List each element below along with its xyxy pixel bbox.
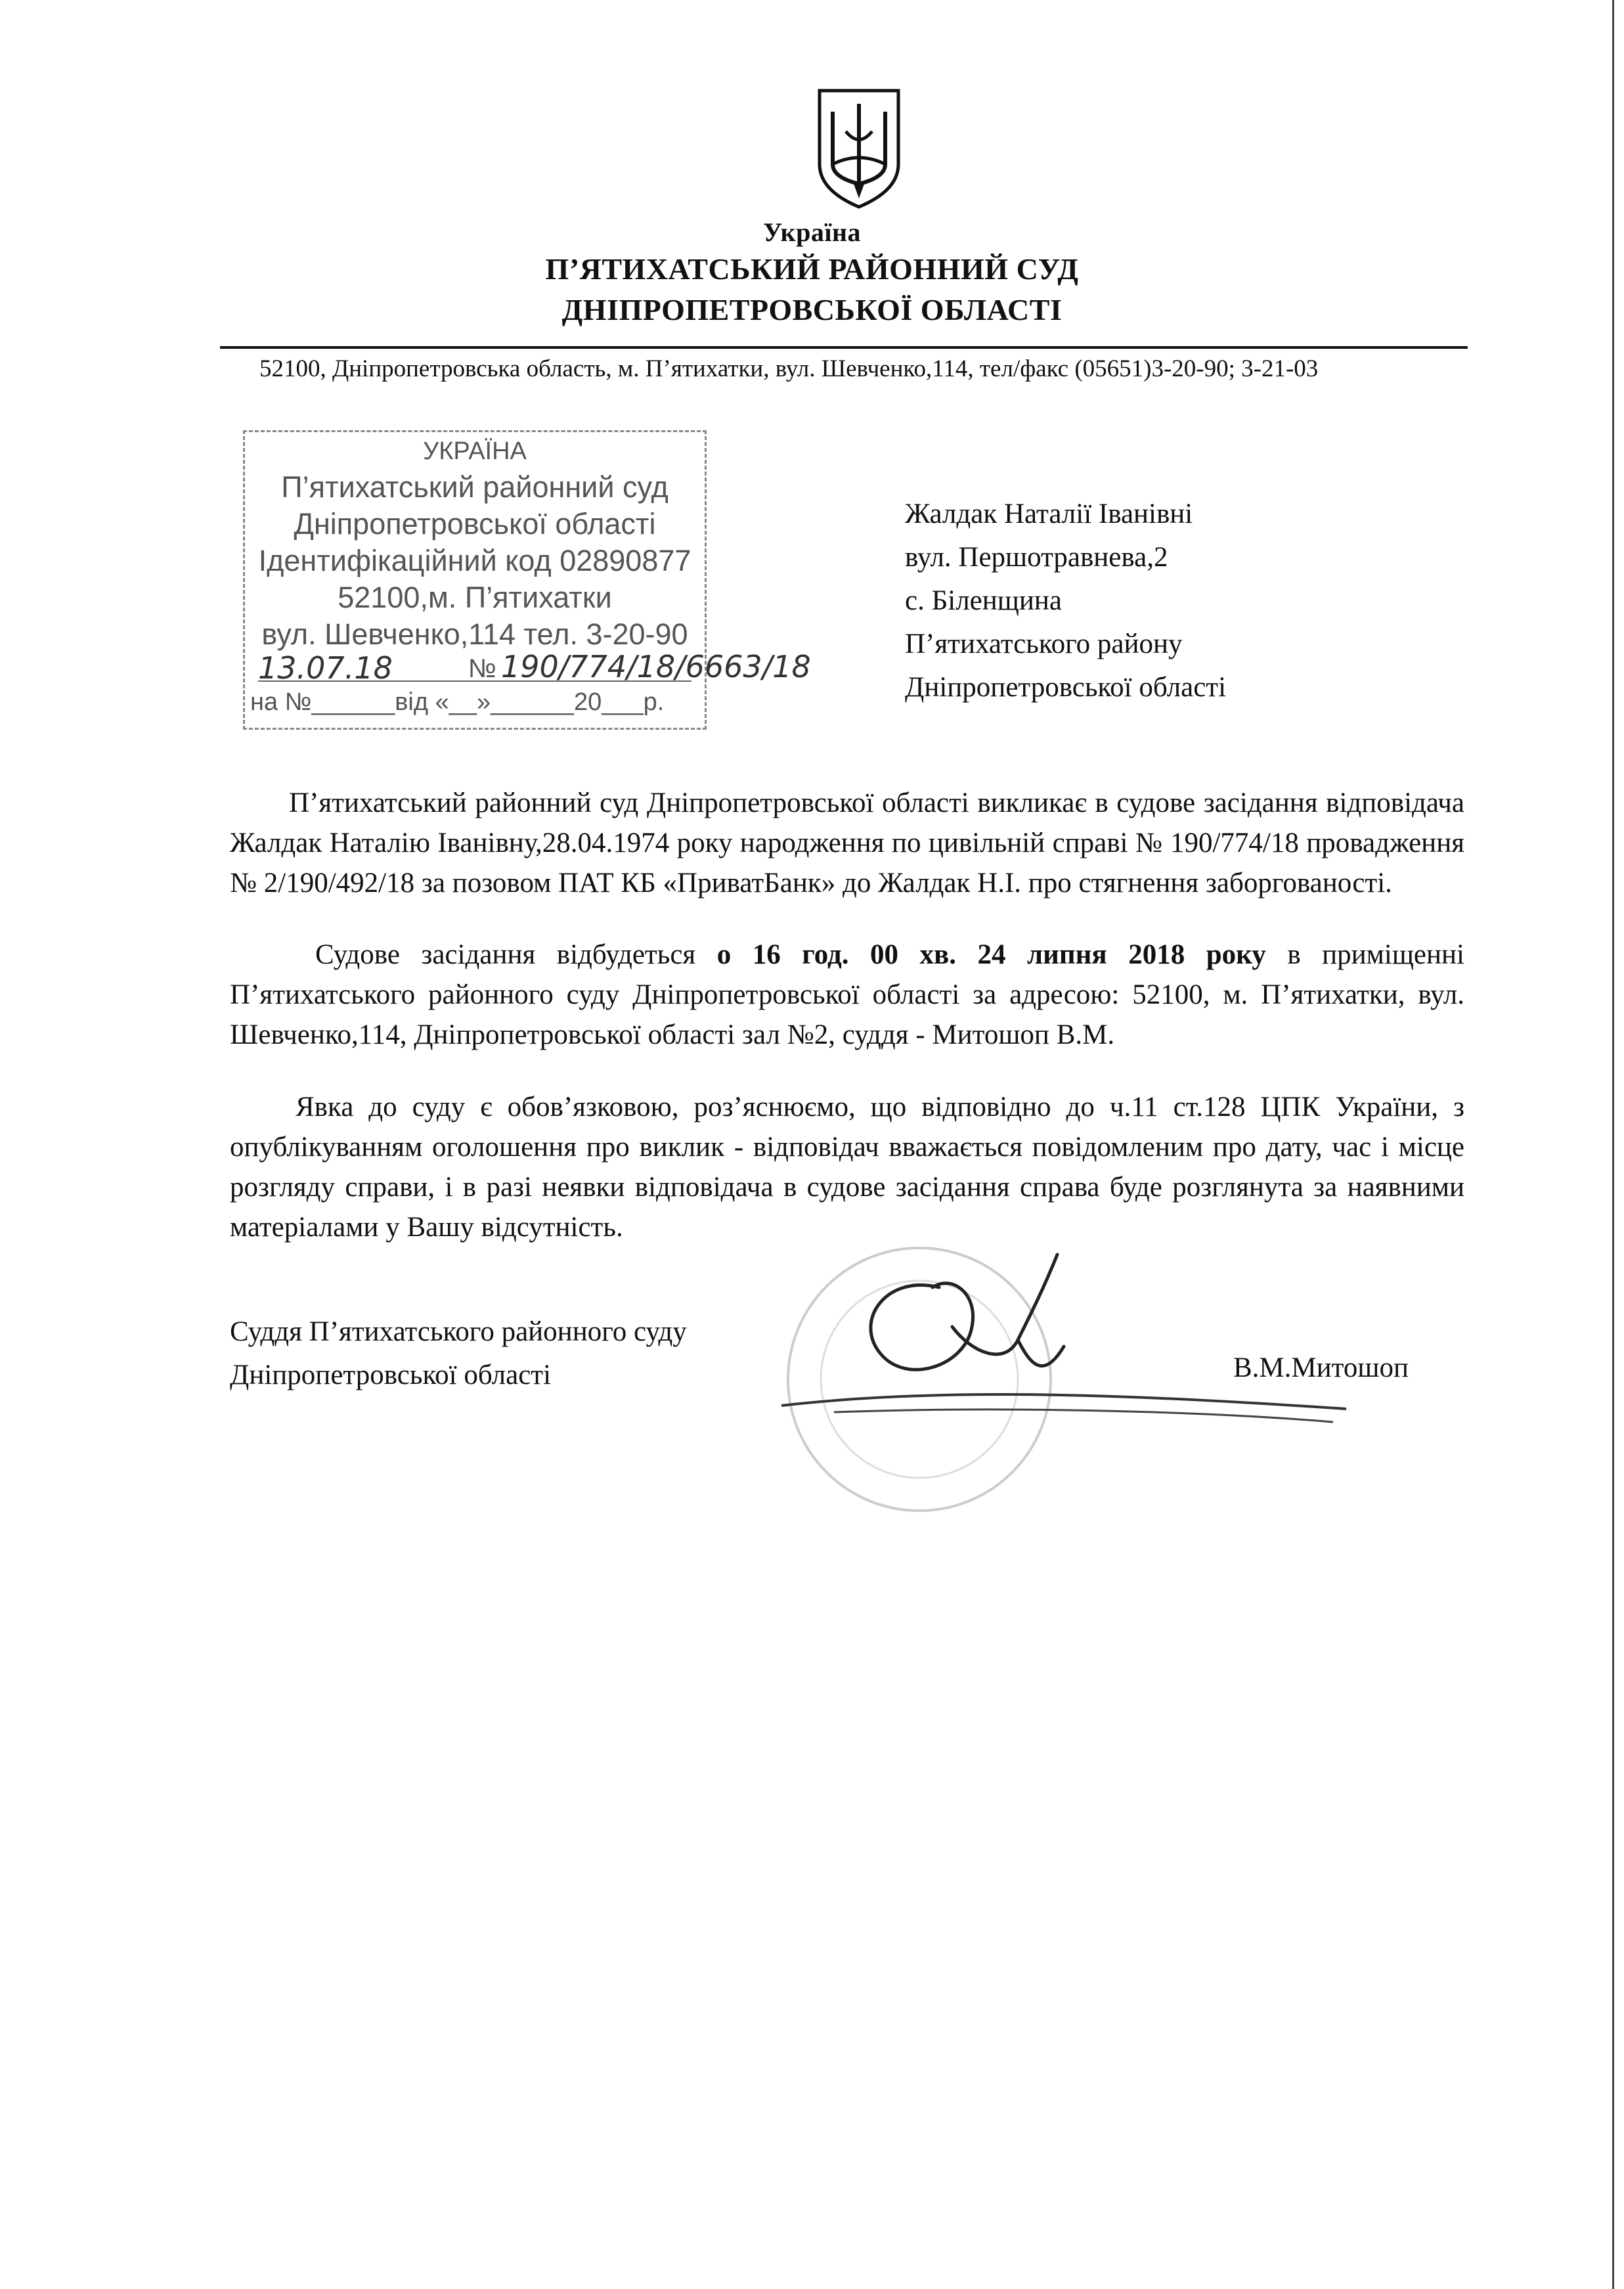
- recipient-line: с. Біленщина: [905, 585, 1062, 616]
- hearing-intro-text: Судове засідання відбудеться: [315, 939, 717, 970]
- recipient-line: Дніпропетровської області: [905, 672, 1227, 703]
- recipient-block: [905, 493, 1226, 709]
- stamp-line: Ідентифікаційний код 02890877: [258, 544, 691, 577]
- recipient-line: П’ятихатського району: [905, 629, 1183, 659]
- recipient-line: Жалдак Наталії Іванівні: [905, 499, 1193, 529]
- registration-stamp: [243, 430, 811, 730]
- signature-title-line: Суддя П’ятихатського районного суду: [230, 1316, 687, 1347]
- stamp-handwritten-date: 13.07.18: [258, 650, 393, 686]
- signature-name: В.М.Митошоп: [1233, 1352, 1409, 1383]
- header-region: ДНІПРОПЕТРОВСЬКОЇ ОБЛАСТІ: [561, 293, 1063, 326]
- hearing-location-text: в приміщенні П’ятихатського районного суду Дніпропетровської області за адресою: 52100, м. П’ятихатки, вул. Шевченко,114, Дніпропетровської області зал №2, суддя - Митошоп В.М.: [230, 939, 1464, 1050]
- header-country: Україна: [762, 217, 862, 247]
- signature-title: [230, 1310, 687, 1397]
- body-paragraph-3: Явка до суду є обов’язковою, роз’яснюємо, що відповідно до ч.11 ст.128 ЦПК України, з опублікуванням оголошення про виклик - відповідач вважається повідомленим про дату, час і місце розгляду справи, і в разі неявки відповідача в судове засідання справа буде розглянута за наявними матеріалами у Вашу відсутність.: [230, 1092, 1464, 1243]
- scan-edge: [1612, 0, 1614, 2289]
- recipient-line: вул. Першотравнева,2: [905, 542, 1168, 573]
- stamp-line: П’ятихатський районний суд: [281, 470, 669, 504]
- stamp-number-label: №: [468, 654, 496, 683]
- stamp-line: Дніпропетровської області: [294, 507, 656, 541]
- hearing-date-time: о 16 год. 00 хв. 24 липня 2018 року: [716, 939, 1266, 970]
- header-court-name: П’ЯТИХАТСЬКИЙ РАЙОННИЙ СУД: [545, 252, 1079, 286]
- stamp-line: 52100,м. П’ятихатки: [338, 581, 612, 614]
- stamp-line: вул. Шевченко,114 тел. 3-20-90: [261, 617, 688, 651]
- body-paragraph-1: П’ятихатський районний суд Дніпропетровської області викликає в судове засідання відповідача Жалдак Наталію Іванівну,28.04.1974 року народження по цивільній справі № 190/774/18 провадження № 2/190/492/18 за позовом ПАТ КБ «ПриватБанк» до Жалдак Н.І. про стягнення заборгованості.: [230, 788, 1464, 899]
- body-paragraph-2: [230, 935, 1464, 1055]
- signature-title-line: Дніпропетровської області: [230, 1360, 552, 1390]
- stamp-underline: [258, 680, 691, 682]
- header-address: 52100, Дніпропетровська область, м. П’ятихатки, вул. Шевченко,114, тел/факс (05651)3-20-90; 3-21-03: [259, 355, 1319, 382]
- stamp-line: УКРАЇНА: [423, 437, 527, 465]
- stamp-footer-line: на №______від «__»______20___р.: [250, 688, 665, 716]
- trident-coat-of-arms-icon: [813, 85, 905, 210]
- stamp-handwritten-number: 190/774/18/6663/18: [501, 649, 811, 684]
- header-divider: [220, 346, 1468, 349]
